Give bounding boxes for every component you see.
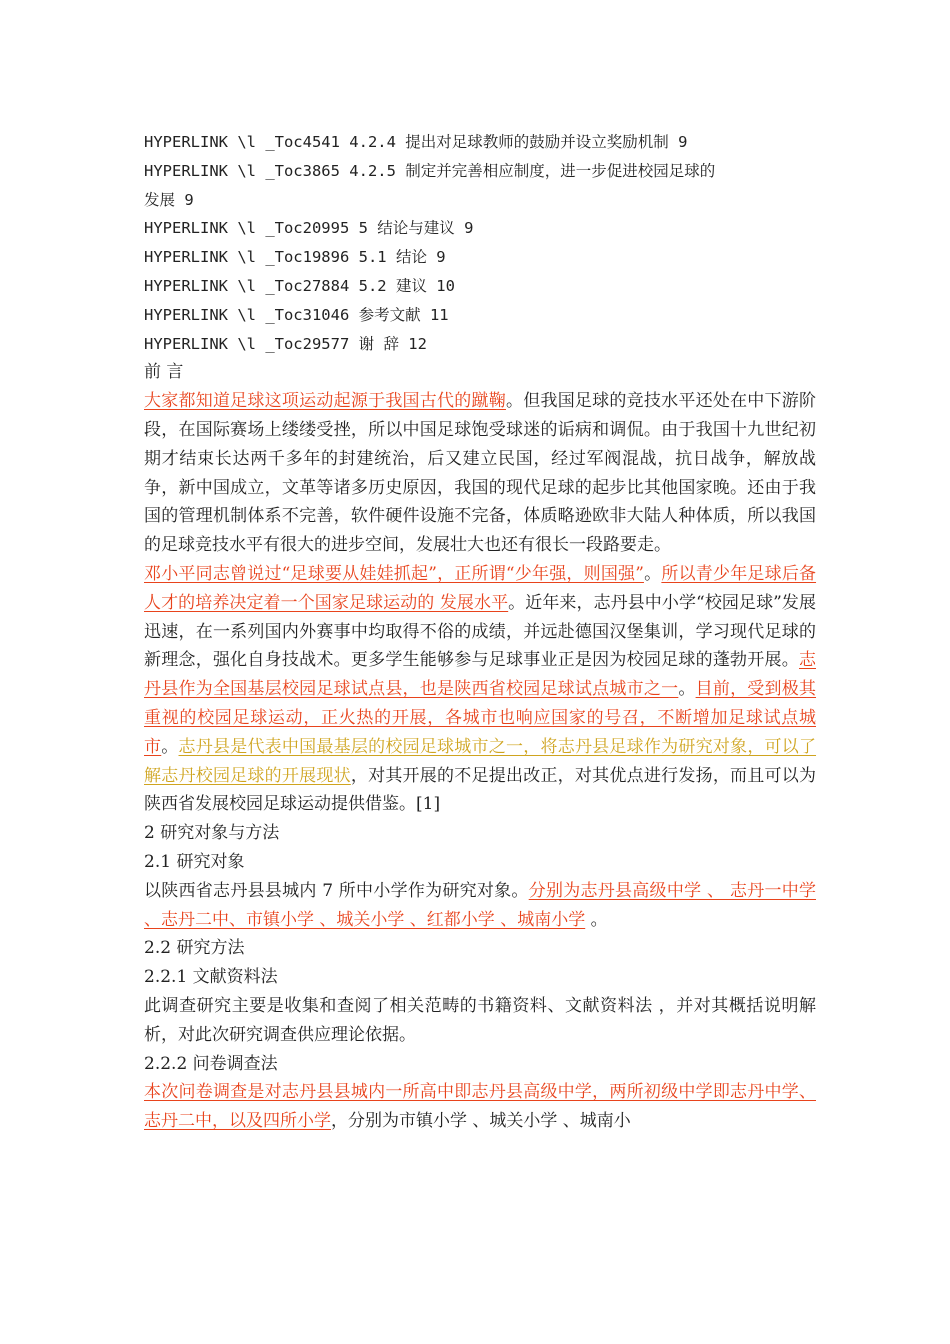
toc-entry-5-2[interactable]: HYPERLINK \l _Toc27884 5.2 建议 10 (144, 276, 455, 295)
highlighted-text: 邓小平同志曾说过“足球要从娃娃抓起”，正所谓“少年强，则国强” (144, 563, 644, 584)
body-text: ，对其开展的不足提出改正，对其优点进行发扬，而且可以为陕西省发展校园足球运动提供借鉴。[1] (144, 765, 817, 815)
toc-entry-references[interactable]: HYPERLINK \l _Toc31046 参考文献 11 (144, 305, 449, 324)
body-text: 。 (585, 909, 608, 930)
section-2-2-2-paragraph (144, 1078, 816, 1136)
body-text: 。 (161, 736, 179, 757)
highlighted-text: 目前，受到极其重视的校园足球运动，正火热的开展，各城市也响应国家的号召，不断增加足球试点城市 (144, 679, 817, 757)
toc-entry-4-2-4[interactable]: HYPERLINK \l _Toc4541 4.2.4 提出对足球教师的鼓励并设立奖励机制 9 (144, 133, 688, 151)
highlighted-text: 所以青少年足球后备人才的培养决定着一个国家足球运动的 发展水平 (144, 563, 817, 613)
body-text: 。近年来，志丹县中小学“校园足球”发展迅速，在一系列国内外赛事中均取得不俗的成绩，并远赴德国汉堡集训，学习现代足球的新理念，强化自身技战术。更多学生能够参与足球事业正是因为校园足球的蓬勃开展。 (144, 592, 816, 671)
toc-entry-5-1[interactable]: HYPERLINK \l _Toc19896 5.1 结论 9 (144, 248, 446, 267)
highlighted-text-gold: 志丹县是代表中国最基层的校园足球城市之一，将志丹县足球作为研究对象，可以了解志丹校园足球的开展现状 (144, 736, 817, 786)
section-2-2-1-heading: 2.2.1 文献资料法 (144, 967, 278, 988)
document-page (144, 128, 816, 1136)
body-text: ，分别为市镇小学 、城关小学 、城南小 (331, 1111, 631, 1132)
section-2-2-heading: 2.2 研究方法 (144, 938, 245, 959)
body-text: 。 (643, 563, 662, 584)
highlighted-text: 分别为志丹县高级中学 、 志丹一中学 、志丹二中、市镇小学 、城关小学 、红都小学 、城南小学 (144, 880, 816, 930)
section-2-2-1-paragraph: 此调查研究主要是收集和查阅了相关范畴的书籍资料、文献资料法 ，并对其概括说明解析，对此次研究调查供应理论依据。 (144, 995, 816, 1045)
body-text: 。但我国足球的竞技水平还处在中下游阶段，在国际赛场上缕缕受挫，所以中国足球饱受球迷的诟病和调侃。由于我国十九世纪初期才结束长达两千多年的封建统治，后又建立民国，经过军阀混战，抗日战争，解放战争，新中国成立，文革等诸多历史原因，我国的现代足球的起步比其他国家晚。还由于我国的管理机制体系不完善，软件硬件设施不完备，体质略逊欧非大陆人种体质，所以我国的足球竞技水平有很大的进步空间，发展壮大也还有很长一段路要走。 (144, 391, 817, 556)
highlighted-text: 志丹县作为全国基层校园足球试点县，也是陕西省校园足球试点城市之一 (144, 650, 816, 700)
body-text: 以陕西省志丹县县城内 7 所中小学作为研究对象。 (144, 880, 529, 901)
section-2-1-heading: 2.1 研究对象 (144, 851, 245, 872)
section-2-2-2-heading: 2.2.2 问卷调查法 (144, 1053, 278, 1074)
toc-entry-4-2-5[interactable]: HYPERLINK \l _Toc3865 4.2.5 制定并完善相应制度，进一步促进校园足球的 (144, 161, 716, 180)
toc-entry-4-2-5-cont[interactable]: 发展 9 (144, 190, 194, 209)
toc-entry-5[interactable]: HYPERLINK \l _Toc20995 5 结论与建议 9 (144, 219, 474, 238)
highlighted-text: 大家都知道足球这项运动起源于我国古代的蹴鞠 (144, 391, 506, 412)
preface-paragraph-2 (144, 560, 816, 819)
preface-heading: 前 言 (144, 362, 184, 383)
toc-entry-acknowledgements[interactable]: HYPERLINK \l _Toc29577 谢 辞 12 (144, 334, 427, 353)
section-2-heading: 2 研究对象与方法 (144, 823, 280, 844)
body-text: 。 (678, 679, 696, 700)
section-2-1-paragraph (144, 877, 816, 935)
preface-paragraph-1 (144, 387, 816, 560)
highlighted-text: 本次问卷调查是对志丹县县城内一所高中即志丹县高级中学，两所初级中学即志丹中学、志丹二中，以及四所小学 (144, 1082, 816, 1132)
